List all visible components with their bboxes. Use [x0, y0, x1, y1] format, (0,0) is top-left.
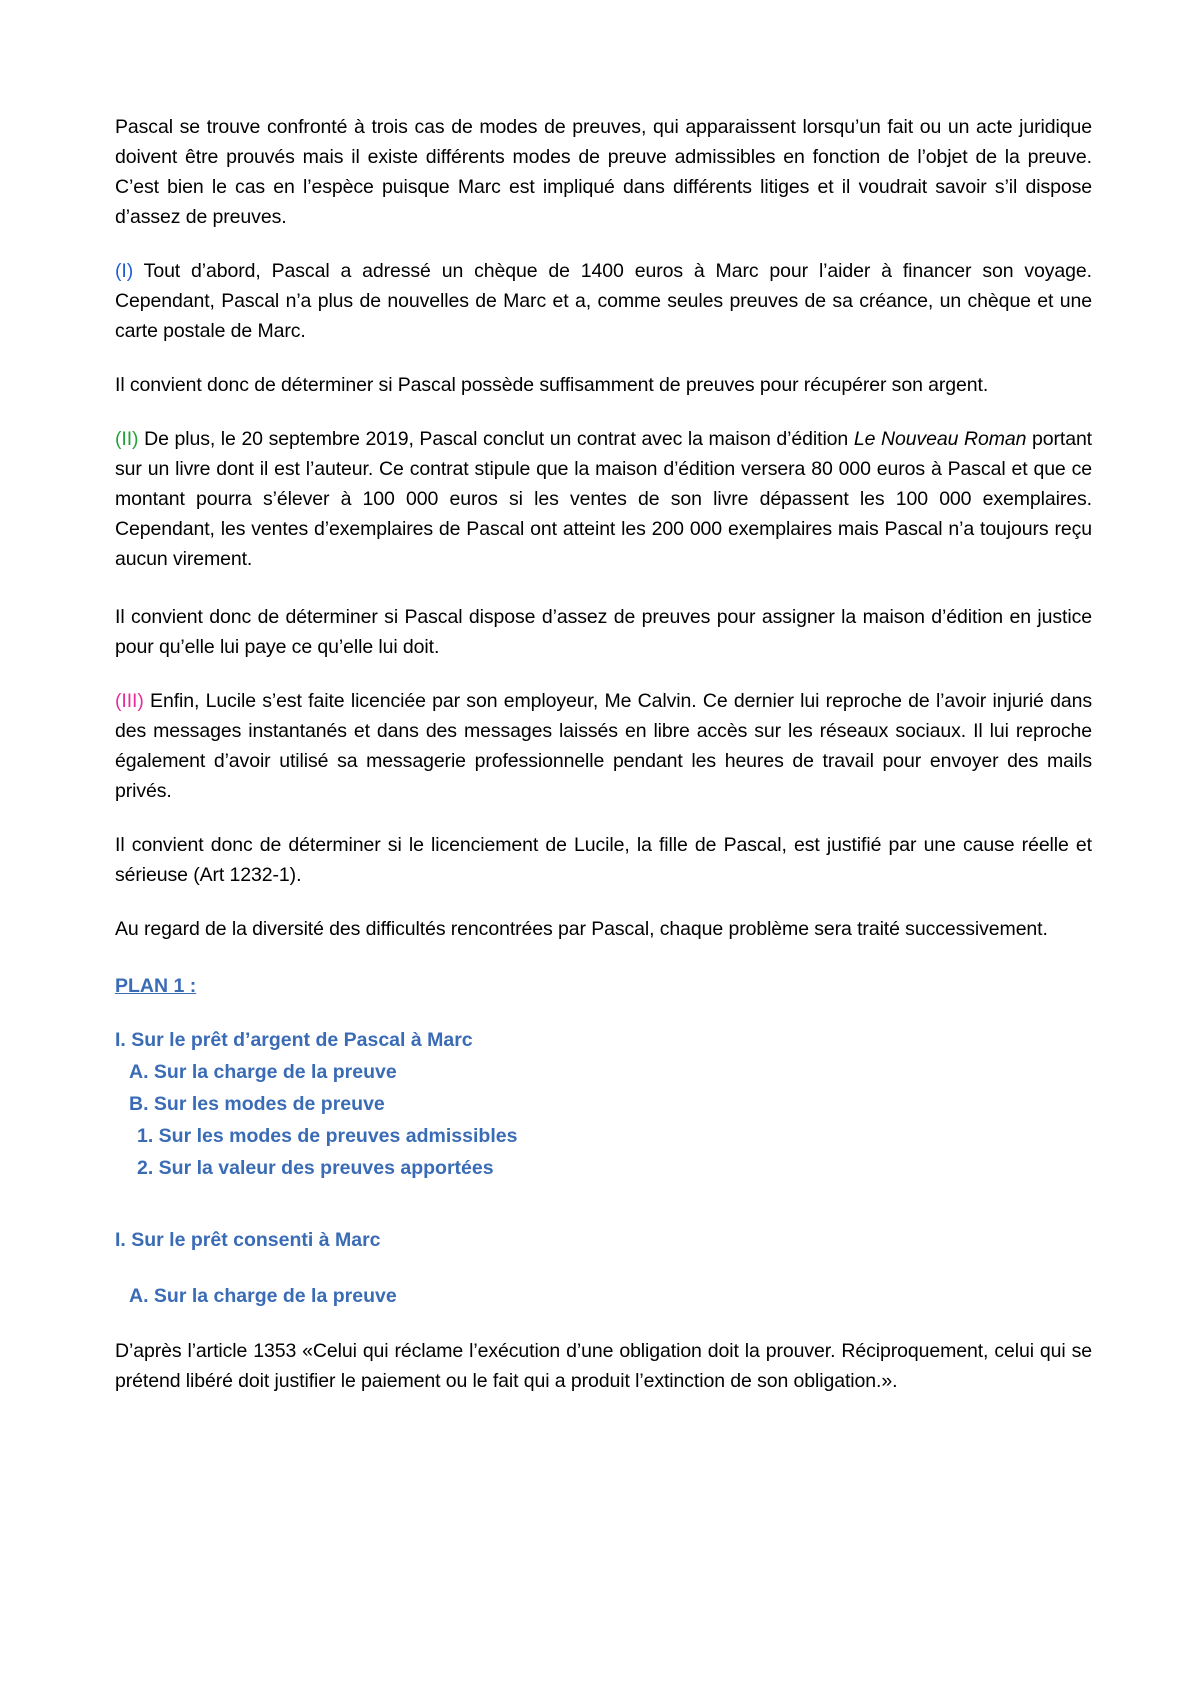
plan-item: 2. Sur la valeur des preuves apportées — [137, 1157, 494, 1179]
plan-outline — [115, 1024, 1092, 1184]
case1-question: Il convient donc de déterminer si Pascal possède suffisamment de preuves pour récupérer son argent. — [115, 374, 989, 396]
section1-subtitle: A. Sur la charge de la preuve — [129, 1285, 397, 1307]
case2-question: Il convient donc de déterminer si Pascal dispose d’assez de preuves pour assigner la maison d’édition en justice pour qu’elle lui paye ce qu’elle lui doit. — [115, 606, 1092, 658]
case3-question: Il convient donc de déterminer si le licenciement de Lucile, la fille de Pascal, est justifié par une cause réelle et sérieuse (Art 1232-1). — [115, 834, 1092, 886]
case1-marker: (I) — [115, 260, 134, 282]
case2-text-before: De plus, le 20 septembre 2019, Pascal conclut un contrat avec la maison d’édition — [138, 428, 854, 450]
case2-paragraph — [115, 424, 1092, 574]
intro-paragraph: Pascal se trouve confronté à trois cas de modes de preuves, qui apparaissent lorsqu’un fait ou un acte juridique doivent être prouvés mais il existe différents modes de preuve admissibles en fonction de l’objet de la preuve. C’est bien le cas en l’espèce puisque Marc est impliqué dans différents litiges et il voudrait savoir s’il dispose d’assez de preuves. — [115, 116, 1092, 228]
case2-text-after: portant sur un livre dont il est l’auteur. Ce contrat stipule que la maison d’édition versera 80 000 euros à Pascal et que ce montant pourra s’élever à 100 000 euros si les ventes de son livre dépassent les 100 000 exemplaires. Cependant, les ventes d’exemplaires de Pascal ont atteint les 200 000 exemplaires mais Pascal n’a toujours reçu aucun virement. — [115, 428, 1093, 570]
plan-item: B. Sur les modes de preuve — [129, 1093, 385, 1115]
case3-marker: (III) — [115, 690, 144, 712]
section1-title: I. Sur le prêt consenti à Marc — [115, 1229, 381, 1251]
plan-title: PLAN 1 : — [115, 975, 197, 997]
case2-publisher: Le Nouveau Roman — [853, 428, 1027, 450]
plan-item: I. Sur le prêt d’argent de Pascal à Marc — [115, 1029, 473, 1051]
plan-item: 1. Sur les modes de preuves admissibles — [137, 1125, 518, 1147]
case1-text: Tout d’abord, Pascal a adressé un chèque de 1400 euros à Marc pour l’aider à financer son voyage. Cependant, Pascal n’a plus de nouvelles de Marc et a, comme seules preuves de sa créance, un chèque et une carte postale de Marc. — [115, 260, 1092, 342]
case3-paragraph — [115, 686, 1092, 806]
case2-marker: (II) — [115, 428, 139, 450]
case1-paragraph — [115, 256, 1092, 346]
plan-item: A. Sur la charge de la preuve — [129, 1061, 397, 1083]
case3-text: Enfin, Lucile s’est faite licenciée par son employeur, Me Calvin. Ce dernier lui reproche de l’avoir injurié dans des messages instantanés et dans des messages laissés en libre accès sur les réseaux sociaux. Il lui reproche également d’avoir utilisé sa messagerie professionnelle pendant les heures de travail pour envoyer des mails privés. — [115, 690, 1092, 802]
document-page — [115, 112, 1092, 1396]
conclusion-paragraph: Au regard de la diversité des difficultés rencontrées par Pascal, chaque problème sera traité successivement. — [115, 918, 1048, 940]
section1-body: D’après l’article 1353 «Celui qui réclame l’exécution d’une obligation doit la prouver. Réciproquement, celui qui se prétend libéré doit justifier le paiement ou le fait qui a produit l’extinction de son obligation.». — [115, 1340, 1092, 1392]
plan-title-line — [115, 970, 1092, 1002]
